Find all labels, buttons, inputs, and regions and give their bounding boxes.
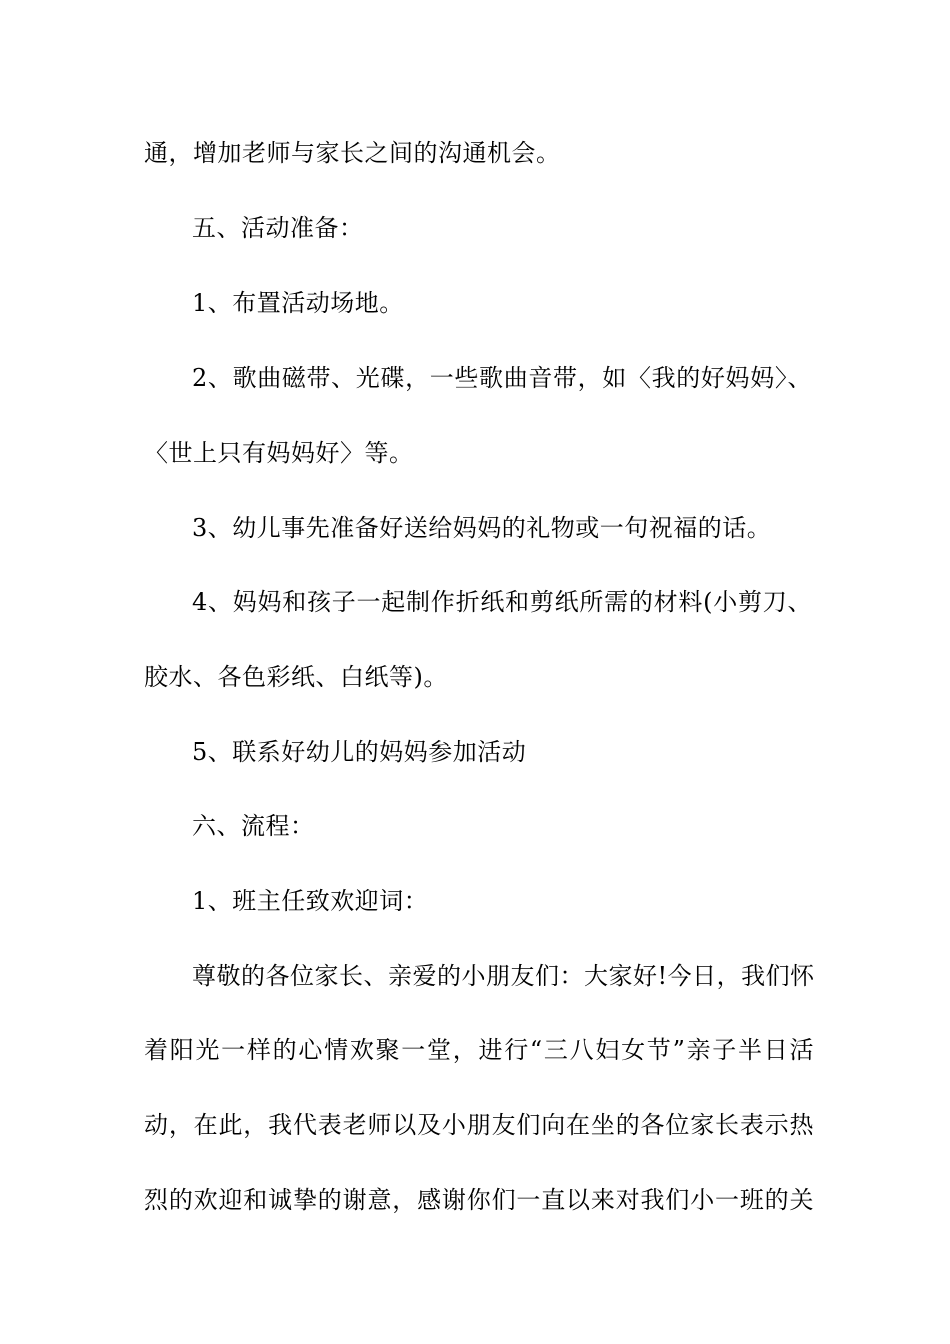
paragraph-line: 着阳光一样的心情欢聚一堂，进行“三八妇女节”亲子半日活: [144, 1036, 814, 1064]
paragraph-line: 通，增加老师与家长之间的沟通机会。: [144, 139, 561, 167]
list-item: 4、妈妈和孩子一起制作折纸和剪纸所需的材料(小剪刀、: [192, 588, 812, 616]
list-item: 5、联系好幼儿的妈妈参加活动: [192, 738, 527, 766]
paragraph-line: 动，在此，我代表老师以及小朋友们向在坐的各位家长表示热: [144, 1111, 814, 1139]
paragraph-line: 烈的欢迎和诚挚的谢意，感谢你们一直以来对我们小一班的关: [144, 1186, 814, 1214]
list-item: 1、布置活动场地。: [192, 289, 404, 317]
paragraph-line: 尊敬的各位家长、亲爱的小朋友们：大家好!今日，我们怀: [192, 962, 815, 990]
list-item: 2、歌曲磁带、光碟，一些歌曲音带，如〈我的好妈妈〉、: [192, 364, 812, 392]
section-heading-preparation: 五、活动准备：: [192, 214, 364, 242]
paragraph-line: 〈世上只有妈妈好〉等。: [144, 439, 414, 467]
section-heading-process: 六、流程：: [192, 812, 315, 840]
list-item: 1、班主任致欢迎词：: [192, 887, 429, 915]
list-item: 3、幼儿事先准备好送给妈妈的礼物或一句祝福的话。: [192, 514, 772, 542]
paragraph-line: 胶水、各色彩纸、白纸等)。: [144, 663, 448, 691]
